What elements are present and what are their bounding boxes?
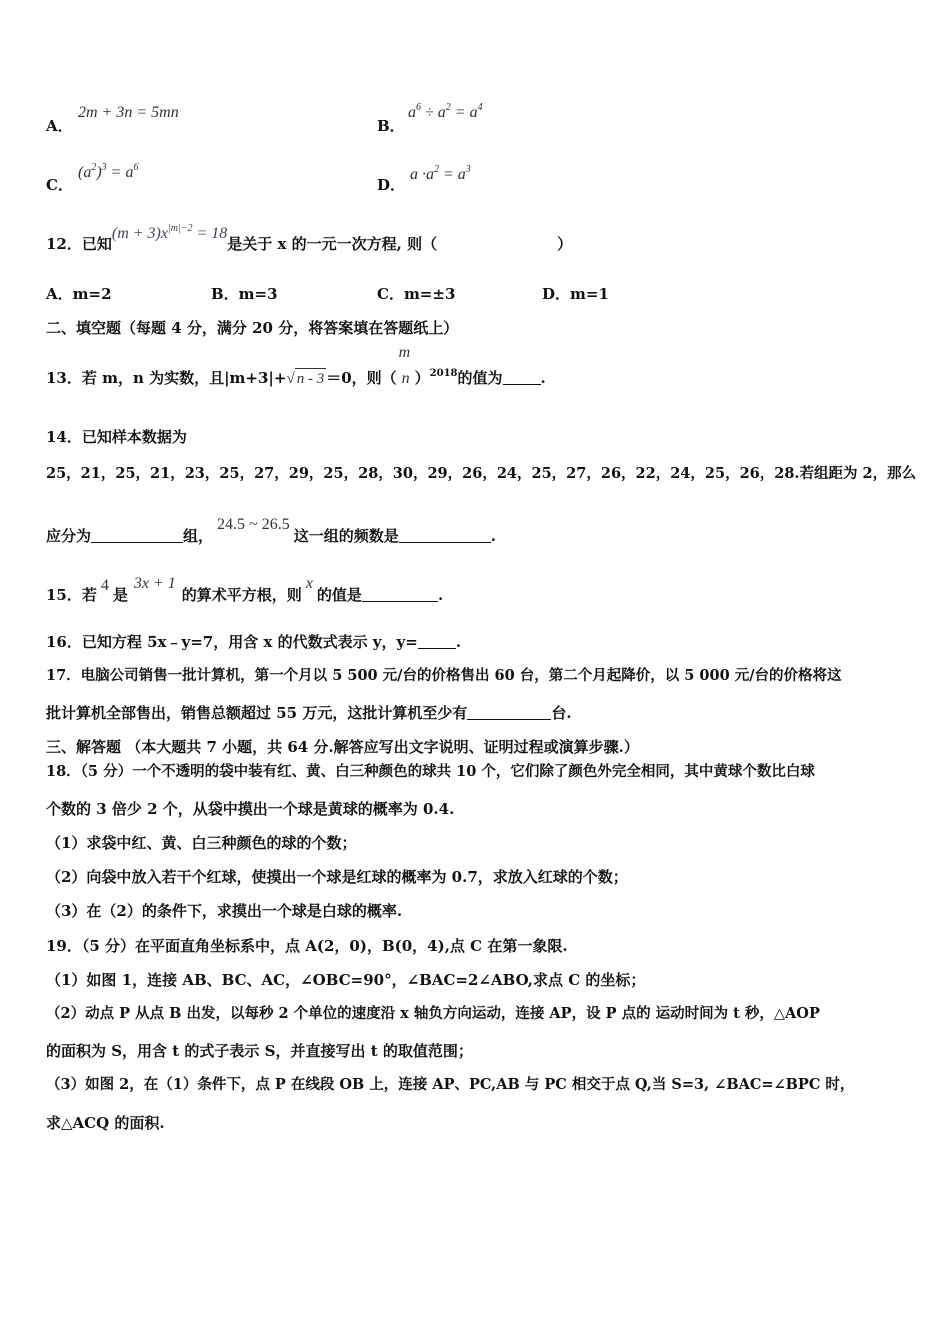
q19-line1: 19．（5 分）在平面直角坐标系中，点 A(2，0)，B(0，4),点 C 在第一象限.: [46, 937, 568, 955]
q12-option-d: D．m=1: [542, 285, 609, 303]
q16-stem: 16．已知方程 5x﹣y=7，用含 x 的代数式表示 y，y= .: [46, 633, 462, 651]
q11-option-b-expr: $a^6 \div a^2 = a^4$: [408, 102, 483, 121]
q18-line2: 个数的 3 倍少 2 个，从袋中摸出一个球是黄球的概率为 0.4.: [46, 800, 455, 818]
q19-sub2-line2: 的面积为 S，用含 t 的式子表示 S，并直接写出 t 的取值范围；: [46, 1042, 473, 1060]
q18-sub3: （3）在（2）的条件下，求摸出一个球是白球的概率.: [46, 902, 403, 920]
q11-option-d-expr: $a \cdot a^2 = a^3$: [410, 164, 471, 183]
q19-sub3-line1: （3）如图 2，在（1）条件下，点 P 在线段 OB 上，连接 AP、PC,AB 与 PC 相交于点 Q,当 S=3, ∠BAC=∠BPC 时，: [46, 1076, 855, 1093]
q14-line3: 应分为 组，24.5 ~ 26.5这一组的频数是 .: [46, 516, 496, 545]
section-3-heading: 三、解答题 （本大题共 7 小题，共 64 分.解答应写出文字说明、证明过程或演算步骤.）: [46, 738, 639, 756]
q11-option-c-label: C．: [46, 176, 73, 194]
q18-line1: 18．（5 分）一个不透明的袋中装有红、黄、白三种颜色的球共 10 个，它们除了颜色外完全相同，其中黄球个数比白球: [46, 763, 815, 780]
q14-line1: 14．已知样本数据为: [46, 428, 187, 446]
q12-option-a: A．m=2: [46, 285, 112, 303]
q19-sub1: （1）如图 1，连接 AB、BC、AC，∠OBC=90°，∠BAC=2∠ABO,求点 C 的坐标；: [46, 971, 646, 989]
q11-option-d-label: D．: [377, 176, 406, 194]
q12-option-b: B．m=3: [211, 285, 278, 303]
q18-sub1: （1）求袋中红、黄、白三种颜色的球的个数；: [46, 834, 357, 852]
q12-stem: 12．已知$(m + 3)x^{|m|-2} = 18$是关于 x 的一元一次方程, 则（ ）: [46, 223, 573, 253]
q11-option-a-expr: 2m + 3n = 5mn: [78, 104, 179, 121]
q19-sub3-line2: 求△ACQ 的面积.: [46, 1114, 165, 1132]
q15-stem: 15．若4是3x + 1的算术平方根，则x的值是 .: [46, 575, 444, 604]
q11-option-c-expr: $(a^2)^3 = a^6$: [78, 162, 139, 181]
q14-line2: 25，21，25，21，23，25，27，29，25，28，30，29，26，24，25，27，26，22，24，25，26，28.若组距为 2，那么: [46, 465, 917, 482]
section-2-heading: 二、填空题（每题 4 分，满分 20 分，将答案填在答题纸上）: [46, 319, 459, 337]
q19-sub2-line1: （2）动点 P 从点 B 出发，以每秒 2 个单位的速度沿 x 轴负方向运动，连接 AP，设 P 点的 运动时间为 t 秒，△AOP: [46, 1005, 820, 1022]
q11-option-a-label: A．: [46, 117, 73, 135]
q11-option-b-label: B．: [377, 117, 405, 135]
q13-stem: 13．若 m，n 为实数，且|m+3|+√ n - 3 ＝0，则（ m n ）$^{2018}$的值为 .: [46, 344, 546, 387]
q18-sub2: （2）向袋中放入若干个红球，使摸出一个球是红球的概率为 0.7，求放入红球的个数；: [46, 868, 628, 886]
q17-line2: 批计算机全部售出，销售总额超过 55 万元，这批计算机至少有 台.: [46, 704, 572, 722]
q17-line1: 17．电脑公司销售一批计算机，第一个月以 5 500 元/台的价格售出 60 台，第二个月起降价，以 5 000 元/台的价格将这: [46, 667, 842, 684]
q12-option-c: C．m=±3: [377, 285, 456, 303]
